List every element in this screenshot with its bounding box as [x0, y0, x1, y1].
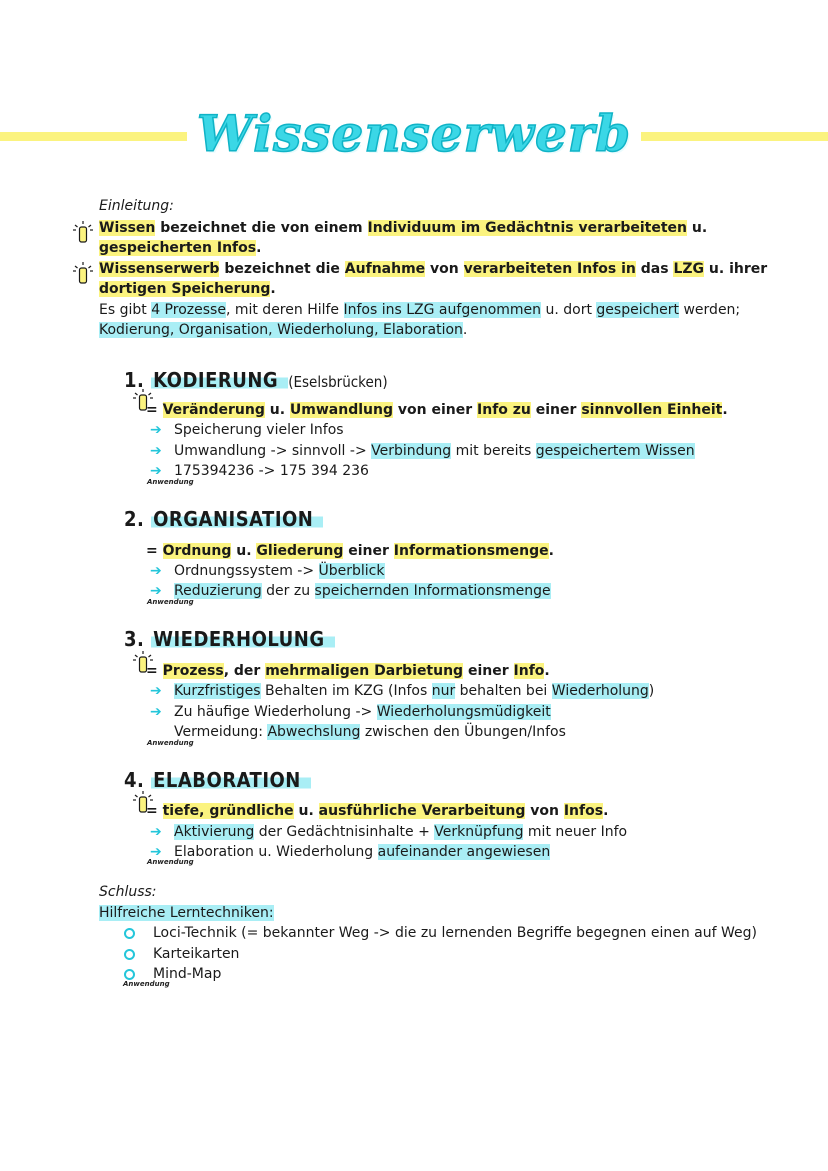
intro-line-5: Es gibt 4 Prozesse, mit deren Hilfe Infos ins LZG aufgenommen u. dort gespeichert werden;: [99, 302, 741, 318]
section-heading-wiederholung: 3. WIEDERHOLUNG: [124, 626, 335, 652]
list-item: Vermeidung: Abwechslung zwischen den Übungen/Infos: [174, 724, 566, 740]
list-item: ➔ Elaboration u. Wiederholung aufeinander angewiesen: [150, 844, 551, 860]
arrow-right-icon: ➔: [150, 583, 162, 599]
intro-line-4: dortigen Speicherung.: [99, 281, 276, 297]
lightbulb-icon: [72, 261, 94, 285]
conclusion-label: Schluss:: [99, 884, 157, 900]
annotation-note: Anwendung: [147, 478, 194, 486]
list-item: ➔ 175394236 -> 175 394 236: [150, 463, 369, 479]
section-heading-kodierung: 1. KODIERUNG (Eselsbrücken): [124, 368, 388, 392]
annotation-note: Anwendung: [147, 739, 194, 747]
arrow-right-icon: ➔: [150, 563, 162, 579]
list-item: ➔ Speicherung vieler Infos: [150, 422, 344, 438]
intro-line-6: Kodierung, Organisation, Wiederholung, Elaboration.: [99, 322, 468, 338]
circle-bullet-icon: [124, 928, 135, 939]
arrow-right-icon: ➔: [150, 422, 162, 438]
list-item: ➔ Ordnungssystem -> Überblick: [150, 563, 385, 579]
intro-line-2: gespeicherten Infos.: [99, 240, 262, 256]
list-item: Loci-Technik (= bekannter Weg -> die zu lernenden Begriffe begegnen einen auf Weg): [124, 923, 757, 943]
conclusion-subtitle: Hilfreiche Lerntechniken:: [99, 905, 274, 921]
section-heading-organisation: 2. ORGANISATION: [124, 506, 323, 532]
circle-bullet-icon: [124, 969, 135, 980]
section-heading-elaboration: 4. ELABORATION: [124, 767, 311, 793]
definition-wiederholung: = Prozess, der mehrmaligen Darbietung einer Info.: [146, 663, 550, 679]
arrow-right-icon: ➔: [150, 443, 162, 459]
intro-line-3: Wissenserwerb bezeichnet die Aufnahme von verarbeiteten Infos in das LZG u. ihrer: [99, 261, 768, 277]
arrow-right-icon: ➔: [150, 683, 162, 699]
intro-label: Einleitung:: [99, 198, 174, 214]
annotation-note: Anwendung: [147, 858, 194, 866]
list-item: ➔ Aktivierung der Gedächtnisinhalte + Verknüpfung mit neuer Info: [150, 824, 628, 840]
circle-bullet-icon: [124, 949, 135, 960]
arrow-right-icon: ➔: [150, 824, 162, 840]
list-item: ➔ Zu häufige Wiederholung -> Wiederholungsmüdigkeit: [150, 704, 551, 720]
arrow-right-icon: ➔: [150, 463, 162, 479]
definition-elaboration: = tiefe, gründliche u. ausführliche Verarbeitung von Infos.: [146, 803, 609, 819]
lightbulb-icon: [72, 220, 94, 244]
list-item: Mind-Map: [124, 964, 221, 984]
list-item: ➔ Reduzierung der zu speichernden Informationsmenge: [150, 583, 551, 599]
definition-organisation: = Ordnung u. Gliederung einer Informationsmenge.: [146, 543, 554, 559]
definition-kodierung: = Veränderung u. Umwandlung von einer Info zu einer sinnvollen Einheit.: [146, 402, 728, 418]
arrow-right-icon: ➔: [150, 704, 162, 720]
list-item: ➔ Kurzfristiges Behalten im KZG (Infos nur behalten bei Wiederholung): [150, 683, 655, 699]
list-item: ➔ Umwandlung -> sinnvoll -> Verbindung mit bereits gespeichertem Wissen: [150, 443, 695, 459]
arrow-right-icon: ➔: [150, 844, 162, 860]
list-item: Karteikarten: [124, 944, 239, 964]
page-title: Wissenserwerb: [0, 104, 828, 163]
intro-line-1: Wissen bezeichnet die von einem Individuum im Gedächtnis verarbeiteten u.: [99, 220, 708, 236]
annotation-note: Anwendung: [147, 598, 194, 606]
annotation-note: Anwendung: [123, 980, 170, 988]
